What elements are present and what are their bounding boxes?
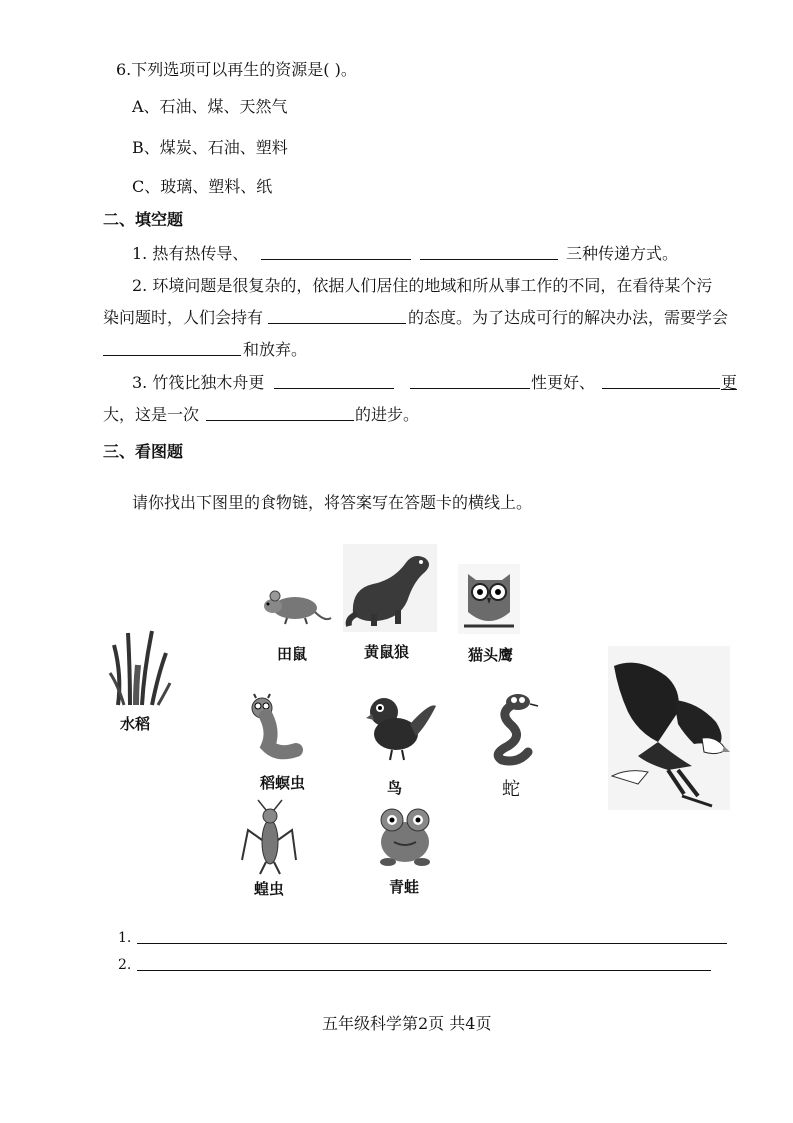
fill-q1-text-a: 1. 热有热传导、	[132, 244, 249, 263]
question-6-option-c[interactable]: C、玻璃、塑料、纸	[132, 177, 273, 196]
section-3-instruction: 请你找出下图里的食物链，将答案写在答题卡的横线上。	[132, 493, 533, 512]
fill-q3-line-2b: 的进步。	[355, 405, 420, 424]
fill-q3-blank-2[interactable]	[410, 370, 530, 389]
answer-number-2: 2.	[118, 957, 132, 973]
fill-q3-text-b: 性更好、	[531, 373, 596, 392]
label-owl: 猫头鹰	[468, 646, 514, 664]
label-field-mouse: 田鼠	[277, 645, 308, 663]
weasel-icon	[343, 544, 437, 632]
fill-q1-blank-1[interactable]	[261, 241, 411, 260]
fill-q2-line-2a: 染问题时，人们会持有	[103, 308, 264, 327]
eagle-icon	[608, 646, 730, 810]
section-2-title: 二、填空题	[103, 210, 184, 229]
fill-q2-blank-1[interactable]	[268, 305, 406, 324]
fill-q2-line-1: 2. 环境问题是很复杂的，依据人们居住的地域和所从事工作的不同，在看待某个污	[132, 276, 713, 295]
fill-q3-text-c: 更	[721, 373, 738, 392]
label-rice: 水稻	[120, 715, 151, 733]
fill-q3-blank-3[interactable]	[602, 370, 720, 389]
question-6-option-a[interactable]: A、石油、煤、天然气	[132, 97, 288, 116]
answer-line-1[interactable]	[137, 943, 727, 944]
caterpillar-icon	[248, 694, 310, 760]
fill-q3-line-2a: 大，这是一次	[103, 405, 200, 424]
fill-q1-text-b: 三种传递方式。	[566, 244, 679, 263]
label-grasshopper: 蝗虫	[254, 880, 285, 898]
page-footer: 五年级科学第2页 共4页	[322, 1014, 492, 1033]
fill-q3-blank-4[interactable]	[206, 402, 354, 421]
question-6-stem: 6.下列选项可以再生的资源是( )。	[116, 60, 357, 79]
fill-q1-blank-2[interactable]	[420, 241, 558, 260]
field-mouse-icon	[255, 582, 331, 630]
section-3-title: 三、看图题	[103, 442, 184, 461]
label-weasel: 黄鼠狼	[364, 643, 410, 661]
grasshopper-icon	[238, 800, 300, 876]
fill-q2-line-2b: 的态度。为了达成可行的解决办法，需要学会	[408, 308, 729, 327]
answer-number-1: 1.	[118, 930, 132, 946]
label-frog: 青蛙	[389, 878, 420, 896]
fill-q2-line-3: 和放弃。	[243, 340, 308, 359]
snake-icon	[484, 692, 540, 764]
label-caterpillar: 稻螟虫	[260, 774, 306, 792]
label-snake: 蛇	[502, 779, 520, 800]
fill-q3-blank-1[interactable]	[274, 370, 394, 389]
question-6-option-b[interactable]: B、煤炭、石油、塑料	[132, 138, 288, 157]
fill-q3-text-a: 3. 竹筏比独木舟更	[132, 373, 265, 392]
fill-q2-blank-2[interactable]	[103, 337, 241, 356]
answer-line-2[interactable]	[137, 970, 711, 971]
rice-plant-icon	[108, 625, 172, 707]
bird-icon	[366, 692, 438, 764]
label-bird: 鸟	[387, 779, 403, 797]
frog-icon	[376, 806, 434, 868]
owl-icon	[458, 564, 520, 634]
